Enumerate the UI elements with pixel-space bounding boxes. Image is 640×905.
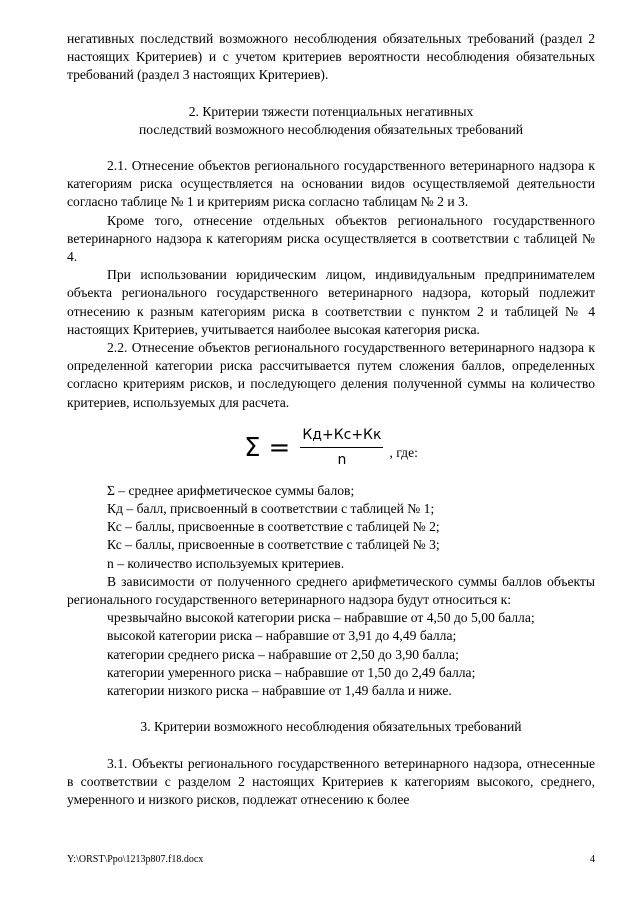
formula-sigma: Σ bbox=[244, 432, 261, 463]
page-footer bbox=[67, 854, 595, 865]
formula bbox=[67, 420, 595, 476]
formula-denominator: n bbox=[337, 452, 347, 469]
categories-list bbox=[67, 609, 595, 700]
section2-heading-line2: последствий возможного несоблюдения обязательных требований bbox=[138, 121, 524, 137]
category-item: высокой категории риска – набравшие от 3,91 до 4,49 балла; bbox=[107, 628, 457, 644]
definition-item: n – количество используемых критериев. bbox=[107, 555, 345, 571]
category-item: чрезвычайно высокой категории риска – набравшие от 4,50 до 5,00 балла; bbox=[107, 610, 535, 626]
formula-where: , где: bbox=[389, 444, 418, 460]
section2-paragraph-3: При использовании юридическим лицом, индивидуальным предпринимателем объекта регионального государственного ветеринарного надзора, который подлежит отнесению к разным категориям риска в соответствии с пунктом 2 и таблицей № 4 настоящих Критериев, учитывается наиболее высокая категория риска. bbox=[67, 267, 595, 337]
category-item: категории низкого риска – набравшие от 1,49 балла и ниже. bbox=[107, 683, 452, 699]
definition-item: Кс – баллы, присвоенные в соответствие с таблицей № 3; bbox=[107, 537, 440, 553]
depending-paragraph: В зависимости от полученного среднего арифметического суммы баллов объекты регионального государственного ветеринарного надзора будут относиться к: bbox=[67, 573, 595, 608]
definitions-list bbox=[67, 482, 595, 573]
category-item: категории среднего риска – набравшие от 2,50 до 3,90 балла; bbox=[107, 646, 459, 662]
intro-paragraph: негативных последствий возможного несоблюдения обязательных требований (раздел 2 настоящих Критериев) и с учетом критериев вероятности несоблюдения обязательных требований (раздел 3 настоящих Критериев). bbox=[67, 31, 595, 83]
section3-paragraph-1: 3.1. Объекты регионального государственного ветеринарного надзора, отнесенные в соответствии с разделом 2 настоящих Критериев к категориям высокого, среднего, умеренного и низкого рисков, подлежат отнесению к более bbox=[67, 755, 595, 807]
section2-heading-line1: 2. Критерии тяжести потенциальных негативных bbox=[188, 103, 474, 119]
category-item: категории умеренного риска – набравшие от 1,50 до 2,49 балла; bbox=[107, 664, 476, 680]
definition-item: Σ – среднее арифметическое суммы балов; bbox=[107, 482, 355, 498]
document-body bbox=[67, 30, 595, 809]
footer-file-path: Y:\ORST\Ppo\1213p807.f18.docx bbox=[67, 854, 204, 865]
footer-page-number: 4 bbox=[590, 854, 595, 865]
section2-paragraph-2: Кроме того, отнесение отдельных объектов регионального государственного ветеринарного надзора к категориям риска осуществляется в соответствии с таблицей № 4. bbox=[67, 212, 595, 265]
formula-fraction bbox=[300, 426, 383, 469]
section2-paragraph-1: 2.1. Отнесение объектов регионального государственного ветеринарного надзора к категориям риска осуществляется на основании видов осуществляемой деятельности согласно таблице № 1 и критериям риска согласно таблицам № 2 и 3. bbox=[67, 158, 595, 210]
definition-item: Кд – балл, присвоенный в соответствии с таблицей № 1; bbox=[107, 501, 435, 517]
formula-equals: = bbox=[268, 432, 291, 463]
section2-paragraph-4: 2.2. Отнесение объектов регионального государственного ветеринарного надзора к определенной категории риска рассчитывается путем сложения баллов, определенных согласно критериям рисков, и последующего деления полученной суммы на количество критериев, используемых для расчета. bbox=[67, 340, 595, 410]
definition-item: Кс – баллы, присвоенные в соответствие с таблицей № 2; bbox=[107, 519, 440, 535]
formula-numerator: Кд+Кс+Кк bbox=[300, 426, 383, 448]
section3-heading: 3. Критерии возможного несоблюдения обязательных требований bbox=[140, 719, 522, 735]
